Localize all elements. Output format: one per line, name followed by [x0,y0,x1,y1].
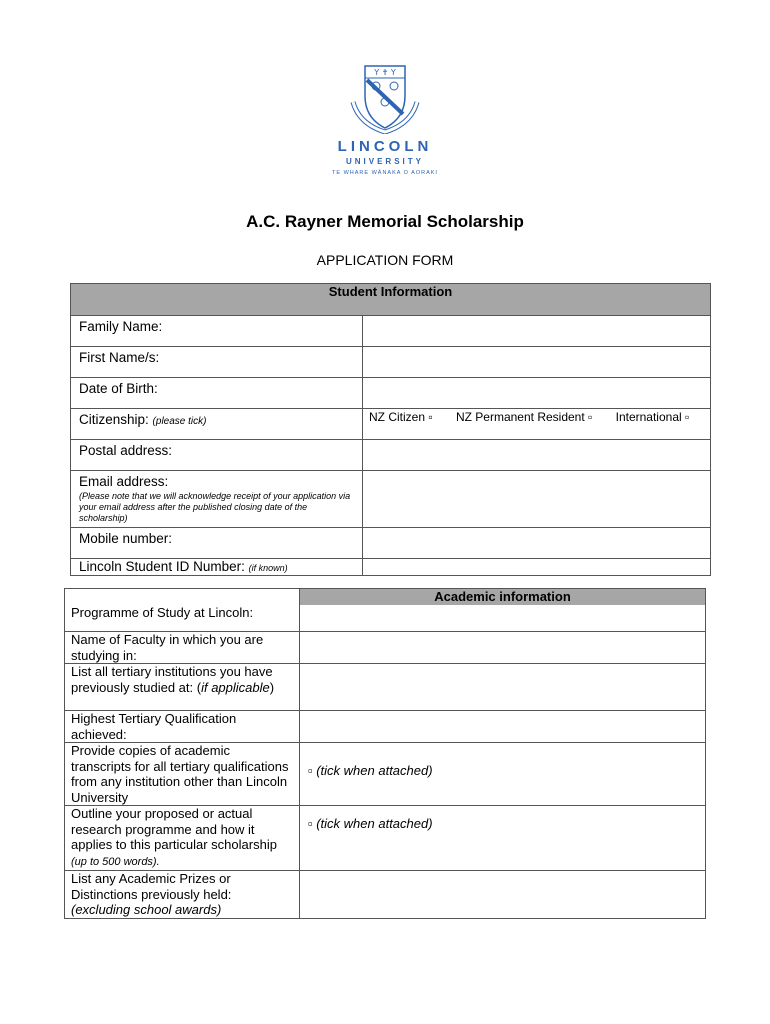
programme-field[interactable] [300,605,706,632]
citizenship-label: Citizenship: [79,412,149,427]
svg-text:Y ✝ Y: Y ✝ Y [374,68,396,77]
email-label: Email address: [79,474,169,489]
postal-field[interactable] [363,440,711,471]
institutions-label-cell [65,664,300,711]
email-note: (Please note that we will acknowledge receipt of your application via your email address after the published closing date of the scholarship) [79,491,351,523]
logo-tagline: TE WHARE WĀNAKA O AORAKI [332,170,438,176]
nz-permanent-resident-checkbox[interactable]: NZ Permanent Resident ▫ [455,410,593,424]
student-id-label: Lincoln Student ID Number: [79,559,245,574]
nz-citizen-checkbox[interactable]: NZ Citizen ▫ [369,410,433,424]
student-id-field[interactable] [363,559,711,576]
dob-label: Date of Birth: [71,378,363,409]
faculty-field[interactable] [300,632,706,664]
postal-label: Postal address: [71,440,363,471]
lincoln-crest-icon [345,62,425,134]
page-title: A.C. Rayner Memorial Scholarship [246,212,524,231]
mobile-field[interactable] [363,528,711,559]
mobile-label: Mobile number: [71,528,363,559]
transcripts-checkbox[interactable]: ▫ (tick when attached) [308,763,433,778]
academic-information-table [64,588,706,919]
prizes-label-cell [65,871,300,919]
page-subtitle: APPLICATION FORM [316,252,454,268]
research-label: Outline your proposed or actual research programme and how it applies to this particular scholarship [71,806,277,852]
student-id-label-cell [71,559,363,576]
student-info-header-label: Student Information [328,284,453,299]
research-checkbox[interactable]: ▫ (tick when attached) [308,816,433,831]
prizes-label: List any Academic Prizes or Distinctions previously held: [71,871,232,902]
prizes-field[interactable] [300,871,706,919]
research-cell [300,806,706,871]
student-info-header [71,284,711,316]
institutions-field[interactable] [300,664,706,711]
programme-label: Programme of Study at Lincoln: [65,589,300,632]
transcripts-label: Provide copies of academic transcripts for all tertiary qualifications from any institution other than Lincoln University [65,743,300,806]
research-hint: (up to 500 words). [71,855,160,868]
academic-info-header [300,589,706,605]
prizes-hint: (excluding school awards) [71,902,222,917]
transcripts-cell [300,743,706,806]
institutions-close: ) [269,679,275,695]
email-label-cell [71,471,363,528]
university-logo [0,62,770,176]
family-name-field[interactable] [363,316,711,347]
logo-wordmark: LINCOLN [337,138,433,155]
institutions-label: List all tertiary institutions you have previously studied at: ( [71,664,273,695]
research-label-cell [65,806,300,871]
international-checkbox[interactable]: International ▫ [615,410,690,424]
institutions-hint: if applicable [201,679,270,695]
dob-field[interactable] [363,378,711,409]
faculty-label: Name of Faculty in which you are studying in: [65,632,300,664]
logo-subtext: UNIVERSITY [345,157,424,166]
family-name-label: Family Name: [71,316,363,347]
highest-qualification-label: Highest Tertiary Qualification achieved: [65,711,300,743]
citizenship-label-cell [71,409,363,440]
first-names-label: First Name/s: [71,347,363,378]
highest-qualification-field[interactable] [300,711,706,743]
email-field[interactable] [363,471,711,528]
citizenship-options [363,409,711,440]
academic-info-header-label: Academic information [434,589,571,604]
citizenship-hint: (please tick) [152,416,207,427]
student-information-table [70,283,711,576]
student-id-hint: (if known) [248,563,288,573]
first-names-field[interactable] [363,347,711,378]
